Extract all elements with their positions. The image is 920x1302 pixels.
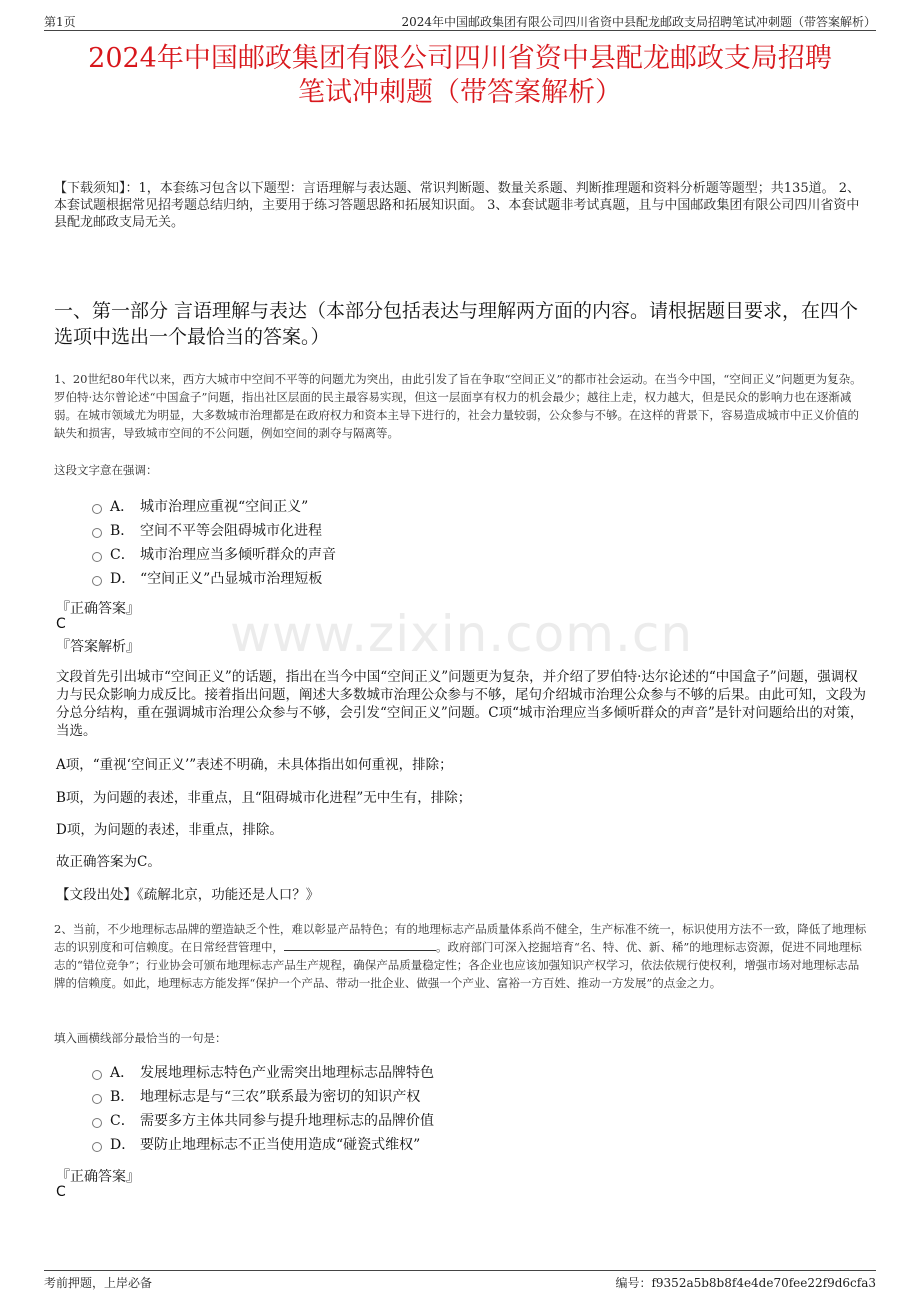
question-2-answer: C [56,1184,66,1200]
question-1-option-b[interactable]: B． 空间不平等会阻碍城市化进程 [92,518,860,542]
question-2-options [92,1060,860,1156]
question-2-prompt: 填入画横线部分最恰当的一句是： [54,1031,227,1045]
radio-icon[interactable] [92,1070,102,1080]
page-header [44,10,876,31]
question-2-stem: 2、当前，不少地理标志品牌的塑造缺乏个性，难以彰显产品特色；有的地理标志产品质量体系尚不健全，生产标准不统一，标识使用方法不一致，降低了地理标志的识别度和可信赖度。在日常经营管理中， 。政府部门可深入挖掘培育“名、特、优、新、稀”的地理标志资源，促进不同地理标志的“错位竞争”；行业协会可颁布地理标志产品生产规程，确保产品质量稳定性；各企业也应该加强知识产权学习，依法依规行使权利，增强市场对地理标志品牌的信赖度。如此，地理标志方能发挥“保护一个产品、带动一批企业、做强一个产业、富裕一方百姓、推动一方发展”的点金之力。 [54,922,867,990]
radio-icon[interactable] [92,528,102,538]
correct-answer-label: 『正确答案』 [56,601,140,617]
question-2-option-b[interactable]: B． 地理标志是与“三农”联系最为密切的知识产权 [92,1084,860,1108]
question-1-option-a[interactable]: A． 城市治理应重视“空间正义” [92,494,860,518]
radio-icon[interactable] [92,552,102,562]
question-1-analysis-b: B项，为问题的表述，非重点，且“阻碍城市化进程”无中生有，排除； [56,790,472,806]
document-title [44,42,876,110]
question-1-option-c[interactable]: C． 城市治理应当多倾听群众的声音 [92,542,860,566]
question-1-analysis-a: A项，“重视‘空间正义’”表述不明确，未具体指出如何重视，排除； [56,757,453,773]
footer-slogan: 考前押题，上岸必备 [44,1276,153,1290]
question-1-options [92,494,860,590]
title-line-1: 2024年中国邮政集团有限公司四川省资中县配龙邮政支局招聘 [88,43,832,74]
question-1-stem: 1、20世纪80年代以来，西方大城市中空间不平等的问题尤为突出，由此引发了旨在争取“空间正义”的都市社会运动。在当今中国，“空间正义”问题更为复杂。罗伯特·达尔曾论述“中国盒子”问题，指出社区层面的民主最容易实现，但这一层面享有权力的机会最少；越往上走，权力越大，但是民众的影响力也在逐渐减弱。在城市领域尤为明显，大多数城市治理都是在政府权力和资本主导下进行的，社会力量较弱，公众参与不够。在这样的背景下，容易造成城市中正义价值的缺失和损害，导致城市空间的不公问题，例如空间的剥夺与隔离等。 [54,372,862,440]
question-1-analysis-d: D项，为问题的表述，非重点，排除。 [56,822,283,838]
question-1-answer: C [56,616,66,632]
analysis-label: 『答案解析』 [56,639,140,655]
question-2-option-a[interactable]: A． 发展地理标志特色产业需突出地理标志品牌特色 [92,1060,860,1084]
fill-in-blank [284,939,436,951]
question-1-option-d[interactable]: D． “空间正义”凸显城市治理短板 [92,566,860,590]
question-1-analysis-main: 文段首先引出城市“空间正义”的话题，指出在当今中国“空间正义”问题更为复杂，并介绍了罗伯特·达尔论述的“中国盒子”问题，强调权力与民众影响力成反比。接着指出问题，阐述大多数城市治理公众参与不够，尾句介绍城市治理公众参与不够的后果。由此可知，文段为分总分结构，重在强调城市治理公众参与不够，会引发“空间正义”问题。C项“城市治理应当多倾听群众的声音”是针对问题给出的对策，当选。 [56,669,866,739]
question-1-source: 【文段出处】《疏解北京，功能还是人口？》 [56,887,320,903]
question-1-prompt: 这段文字意在强调： [54,463,158,477]
question-2-option-c[interactable]: C． 需要多方主体共同参与提升地理标志的品牌价值 [92,1108,860,1132]
watermark: www.zixin.com.cn [230,605,694,663]
section-heading: 一、第一部分 言语理解与表达（本部分包括表达与理解两方面的内容。请根据题目要求，在四个选项中选出一个最恰当的答案。） [54,300,859,348]
page-number: 第1页 [44,15,76,29]
correct-answer-label: 『正确答案』 [56,1169,140,1185]
radio-icon[interactable] [92,504,102,514]
radio-icon[interactable] [92,576,102,586]
question-1-analysis-conclusion: 故正确答案为C。 [56,854,161,870]
radio-icon[interactable] [92,1118,102,1128]
running-title: 2024年中国邮政集团有限公司四川省资中县配龙邮政支局招聘笔试冲刺题（带答案解析） [401,15,876,29]
title-line-2: 笔试冲刺题（带答案解析） [298,77,622,108]
radio-icon[interactable] [92,1094,102,1104]
download-notice: 【下载须知】：1，本套练习包含以下题型：言语理解与表达题、常识判断题、数量关系题、判断推理题和资料分析题等题型；共135道。 2、本套试题根据常见招考题总结归纳，主要用于练习答题思路和拓展知识面。 3、本套试题非考试真题，且与中国邮政集团有限公司四川省资中县配龙邮政支局无关。 [54,181,860,230]
page-footer [44,1270,876,1295]
document-id: 编号：f9352a5b8b8f4e4de70fee22f9d6cfa3 [615,1276,876,1290]
radio-icon[interactable] [92,1142,102,1152]
question-2-option-d[interactable]: D． 要防止地理标志不正当使用造成“碰瓷式维权” [92,1132,860,1156]
